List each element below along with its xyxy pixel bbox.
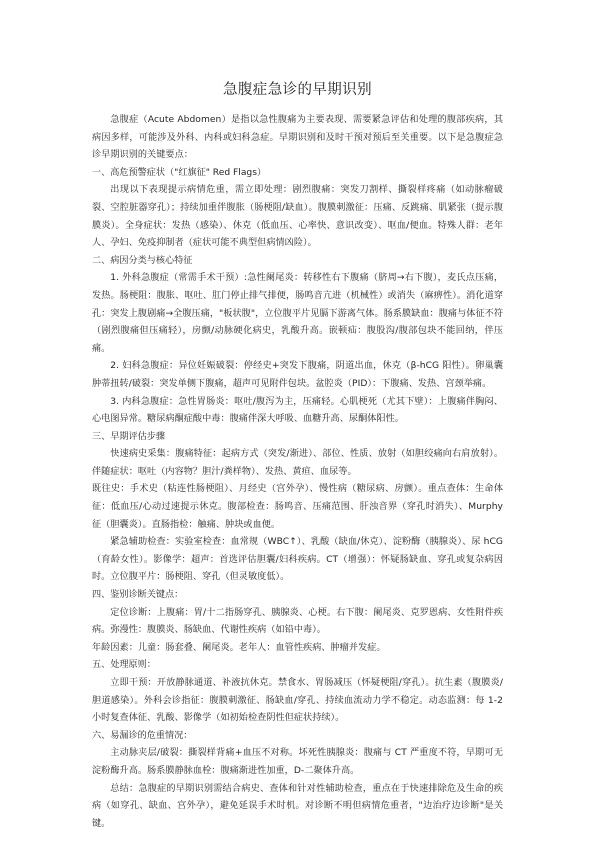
section-5-paragraph-1: 立即干预：开放静脉通道、补液抗休克。禁食水、胃肠减压（怀疑梗阻/穿孔）。抗生素（腹膜炎/胆道感染）。外科会诊指征：腹膜刺激征、肠缺血/穿孔、持续血流动力学不稳定。动态监测：每 1-2 小时复查体征、乳酸、影像学（如初始检查阴性但症状持续）。 <box>92 678 503 724</box>
section-3-paragraph-2: 既往史：手术史（粘连性肠梗阻）、月经史（宫外孕）、慢性病（糖尿病、房颤）。重点查体：生命体征：低血压/心动过速提示休克。腹部检查：肠鸣音、压痛范围、肝浊音界（穿孔时消失）、Murphy 征（胆囊炎）。直肠指检：触痛、肿块或血便。 <box>92 484 503 530</box>
section-2-paragraph-2: 2. 妇科急腹症：异位妊娠破裂：停经史+突发下腹痛，阴道出血，休克（β-hCG 阳性）。卵巢囊肿蒂扭转/破裂：突发单侧下腹痛，超声可见附件包块。盆腔炎（PID）：下腹痛、发热、宫颈举痛。 <box>92 361 503 389</box>
section-4-heading: 四、鉴别诊断关键点： <box>92 590 184 601</box>
section-3-heading: 三、早期评估步骤 <box>92 431 165 442</box>
section-6-paragraph-1: 主动脉夹层/破裂：撕裂样背痛+血压不对称。坏死性胰腺炎：腹痛与 CT 严重度不符，早期可无淀粉酶升高。肠系膜静脉血栓：腹痛渐进性加重，D-二聚体升高。 <box>92 748 503 776</box>
section-6-heading: 六、易漏诊的危重情况： <box>92 730 193 741</box>
section-3-paragraph-3: 紧急辅助检查：实验室检查：血常规（WBC↑）、乳酸（缺血/休克）、淀粉酶（胰腺炎）、尿 hCG（育龄女性）。影像学：超声：首选评估胆囊/妇科疾病。CT（增强）：怀疑肠缺血、穿孔或复杂病因时。立位腹平片：肠梗阻、穿孔（但灵敏度低）。 <box>92 537 503 583</box>
section-5-heading: 五、处理原则： <box>92 660 156 671</box>
section-2-heading: 二、病因分类与核心特征 <box>92 255 193 266</box>
section-4-paragraph-1: 定位诊断：上腹痛：胃/十二指肠穿孔、胰腺炎、心梗。右下腹：阑尾炎、克罗恩病、女性附件疾病。弥漫性：腹膜炎、肠缺血、代谢性疾病（如铅中毒）。 <box>92 607 503 636</box>
section-2-paragraph-3: 3. 内科急腹症：急性胃肠炎：呕吐/腹泻为主，压痛轻。心肌梗死（尤其下壁）：上腹痛伴胸闷、心电图异常。糖尿病酮症酸中毒：腹痛伴深大呼吸、血糖升高、尿酮体阳性。 <box>92 396 503 425</box>
section-1-heading: 一、高危预警症状（"红旗征" Red Flags） <box>92 167 267 178</box>
document-title: 急腹症急诊的早期识别 <box>223 82 372 98</box>
summary-paragraph: 总结：急腹症的早期识别需结合病史、查体和针对性辅助检查，重点在于快速排除危及生命的疾病（如穿孔、缺血、宫外孕），避免延误手术时机。对诊断不明但病情危重者，"边治疗边诊断"是关键。 <box>92 783 503 829</box>
intro-paragraph: 急腹症（Acute Abdomen）是指以急性腹痛为主要表现、需要紧急评估和处理的腹部疾病，其病因多样，可能涉及外科、内科或妇科急症。早期识别和及时干预对预后至关重要。以下是急腹症急诊早期识别的关键要点： <box>92 115 503 161</box>
section-1-paragraph-1: 出现以下表现提示病情危重，需立即处理：剧烈腹痛：突发刀割样、撕裂样疼痛（如动脉瘤破裂、空腔脏器穿孔）；持续加重伴腹胀（肠梗阻/缺血）。腹膜刺激征：压痛、反跳痛、肌紧张（提示腹膜炎）。全身症状：发热（感染）、休克（低血压、心率快、意识改变）、呕血/便血。特殊人群：老年人、孕妇、免疫抑制者（症状可能不典型但病情凶险）。 <box>92 185 503 249</box>
section-2-paragraph-1: 1. 外科急腹症（常需手术干预）:急性阑尾炎：转移性右下腹痛（脐周→右下腹），麦氏点压痛，发热。肠梗阻：腹胀、呕吐、肛门停止排气排便，肠鸣音亢进（机械性）或消失（麻痹性）。消化道穿孔：突发上腹剧痛→全腹压痛，"板状腹"，立位腹平片见膈下游离气体。肠系膜缺血：腹痛与体征不符（剧烈腹痛但压痛轻），房颤/动脉硬化病史，乳酸升高。嵌顿疝：腹股沟/腹部包块不能回纳，伴压痛。 <box>92 273 503 354</box>
section-3-paragraph-1: 快速病史采集：腹痛特征：起病方式（突发/渐进）、部位、性质、放射（如胆绞痛向右肩放射）。伴随症状：呕吐（内容物？胆汁/粪样物）、发热、黄疸、血尿等。 <box>92 449 503 477</box>
section-4-paragraph-2: 年龄因素：儿童：肠套叠、阑尾炎。老年人：血管性疾病、肿瘤并发症。 <box>92 642 386 653</box>
